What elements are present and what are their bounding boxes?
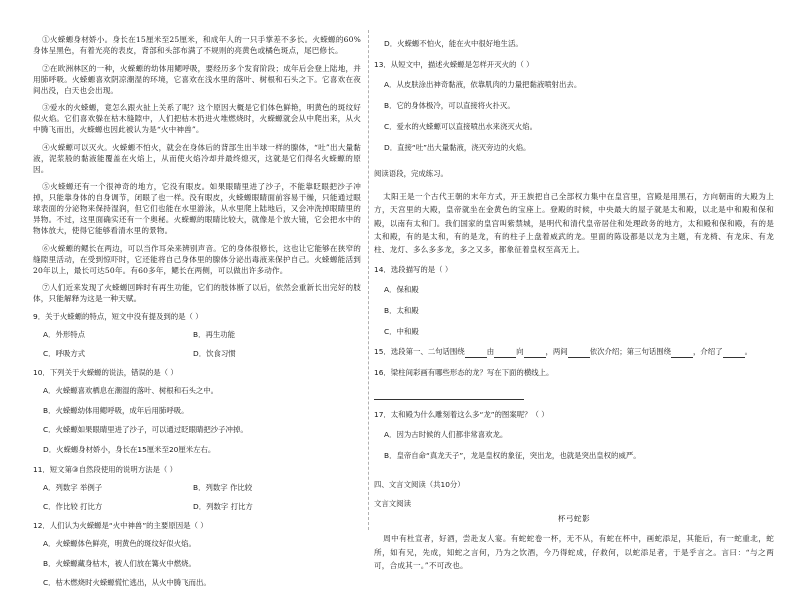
q16-answer-line[interactable] <box>374 391 524 400</box>
question-17: 17．太和殿为什么雕刻着这么多“龙”的图案呢？（ ） <box>374 409 549 419</box>
q13-option-c[interactable]: C．爱水的火蝾螈可以直接喷出水来浇灭火焰。 <box>384 121 537 131</box>
classic-passage: 周中有杜宣者，好酒，尝赴友人宴。有蛇蛇卷一杯，无不从，有蛇在杯中，画蛇添足，其能后，有一蛇重北，蛇所，如有兄，先成，知蛇之言何，乃为之饮酒，今乃得蛇成，仔救何，以蛇添足者，于是乎言之。言曰：“与之两可，合成其一。”不可改也。 <box>374 534 774 570</box>
q13-option-a[interactable]: A．从皮肤涂出神奇黏液，依靠肌肉的力量把黏液喷射出去。 <box>384 80 582 90</box>
q13-option-d[interactable]: D．直接“吐”出大量黏液，浇灭旁边的火焰。 <box>384 142 531 152</box>
q17-option-b[interactable]: B．皇帝自命“真龙天子”，龙是皇权的象征，突出龙，也就是突出皇权的威严。 <box>384 451 641 461</box>
passage-paragraph-6: ⑥火蝾螈的鳃长在两边，可以当作耳朵来辨别声音。它的身体很修长，这也让它能够在狭窄的缝隙里活动，在受到惊吓时，它还能将自己身体里的腺体分泌出毒液来保护自己。火蝾螈能活到20年以上，最长可达50年。有60多年，鳃长在两侧，可以做出许多动作。 <box>33 243 361 275</box>
q15-text-5: 依次介绍；第三句话围绕 <box>589 347 672 357</box>
q15-blank-6[interactable] <box>723 350 745 358</box>
q15-text-2: 由 <box>486 347 495 357</box>
q14-option-b[interactable]: B．太和殿 <box>384 306 419 316</box>
q15-blank-1[interactable] <box>465 350 487 358</box>
q14-option-a[interactable]: A．保和殿 <box>384 285 419 295</box>
q11-option-a[interactable]: A．列数字 举例子 <box>43 482 103 492</box>
q15-text-7: 。 <box>744 347 752 357</box>
q15-text-4: ，两间 <box>545 347 568 357</box>
q15-blank-3[interactable] <box>524 350 546 358</box>
q12-option-a[interactable]: A．火蝾螈体色鲜亮，明黄色的斑纹好似火焰。 <box>43 538 196 548</box>
question-9-options <box>43 330 361 360</box>
q11-option-c[interactable]: C．作比较 打比方 <box>43 502 103 512</box>
q10-option-d[interactable]: D．火蝾螈身材娇小，身长在15厘米至20厘米左右。 <box>43 445 216 455</box>
q15-text-1: 15．选段第一、二句话围绕 <box>374 347 465 357</box>
passage-paragraph-4: ④火蝾螈可以灭火。火蝾螈不怕火，就会在身体后的背部生出半球一样的腺体，“吐”出大量黏液，泥浆般的黏液能覆盖在火焰上，从而使火焰冷却并最终熄灭，这就是它们得名火蝾螈的原因。 <box>33 142 361 174</box>
q10-option-c[interactable]: C．火蝾螈如果眼睛里进了沙子，可以通过眨眼睛把沙子冲掉。 <box>43 425 248 435</box>
column-divider <box>368 30 369 530</box>
q9-option-a[interactable]: A．外形特点 <box>43 329 86 339</box>
q16-answer-line-row <box>374 389 774 400</box>
q15-blank-2[interactable] <box>494 350 516 358</box>
q15-text-3: 向 <box>516 347 524 357</box>
q14-option-c[interactable]: C．中和殿 <box>384 326 419 336</box>
q12-option-d[interactable]: D．火蝾螈不怕火，能在火中很好地生活。 <box>384 39 523 48</box>
q12-option-b[interactable]: B．火蝾螈藏身枯木，被人们放在篝火中燃烧。 <box>43 558 196 568</box>
question-12: 12．人们认为火蝾螈是“火中神兽”的主要原因是（ ） <box>33 521 208 531</box>
passage-paragraph-7: ⑦人们近来发现了火蝾螈回眸时有再生功能，它们的肢体断了以后，依然会重新长出完好的肢体，只能解释为这是一种天赋。 <box>33 283 361 303</box>
question-11: 11．短文第③自然段使用的说明方法是（ ） <box>33 464 178 474</box>
passage-paragraph-3: ③爱水的火蝾螈，竟怎么跟火扯上关系了呢？这个原因大概是它们体色鲜艳，明黄色的斑纹好似火焰。它们喜欢躲在枯木缝隙中，人们把枯木扔进火堆燃烧时，火蝾螈就会从中爬出来，从火中腾飞而出，火蝾螈也因此被认为是“火中神兽”。 <box>33 103 361 134</box>
question-10: 10．下列关于火蝾螈的说法，错误的是（ ） <box>33 368 178 378</box>
section-4-subheading: 文言文阅读 <box>374 498 411 508</box>
q12-option-c[interactable]: C．枯木燃烧时火蝾螈慌忙逃出，从火中腾飞而出。 <box>43 578 211 588</box>
question-15 <box>374 347 774 358</box>
question-9: 9．关于火蝾螈的特点，短文中没有提及到的是（ ） <box>33 312 203 321</box>
q11-option-b[interactable]: B．列数字 作比较 <box>193 482 253 492</box>
question-14: 14．选段描写的是（ ） <box>374 264 453 274</box>
passage-paragraph-1: ①火蝾螈身材娇小。身长在15厘米至25厘米，和成年人的一只手掌差不多长。火蝾螈的60%身体呈黑色，有着光亮的表皮，背部和头部布满了不规则的亮黄色或橘色斑点，尾巴修长。 <box>33 35 361 55</box>
question-13: 13．从短文中，描述火蝾螈是怎样开灭火的（ ） <box>374 59 534 69</box>
q13-option-b[interactable]: B．它的身体极冷，可以直接将火扑灭。 <box>384 101 515 111</box>
question-11-options <box>43 483 361 513</box>
left-column <box>33 34 361 598</box>
section-4-heading: 四、文言文阅读（共10分） <box>374 479 465 489</box>
reading-instruction: 阅读语段，完成练习。 <box>374 169 448 179</box>
passage-paragraph-5: ⑤火蝾螈还有一个很神奇的地方，它没有眼皮。如果眼睛里进了沙子，不能靠眨眼把沙子冲掉，只能靠身体的自身调节，闭眼了也一样。没有眼皮，火蝾螈眼睛面前容易干燥，只能通过眼球表面的分泌物来保持湿润，但它们也能在水里游泳，从水里爬上陆地后，又会冲洗掉眼睛里的异物。不过，这里面确实还有一个奥秘。火蝾螈的眼睛比较大，就像是个放大镜，它会把水中的物体放大，使得它能够看清水里的景物。 <box>33 182 361 235</box>
q9-option-b[interactable]: B．再生功能 <box>193 329 236 339</box>
q15-text-6: ，介绍了 <box>693 347 723 357</box>
question-16: 16．梁柱间彩画有哪些形态的龙？写在下面的横线上。 <box>374 368 554 378</box>
q17-option-a[interactable]: A．因为古时候的人们都非常喜欢龙。 <box>384 430 508 440</box>
right-column <box>374 34 774 580</box>
q11-option-d[interactable]: D．列数字 打比方 <box>193 502 253 512</box>
reading-passage: 太阳王是一个古代王朝的末年方式，开王族把自己全部权力集中在皇宫里，宫殿是用黑石，方向朝南的大殿为上方，天宫里的大殿，皇帝就坐在金黄色的宝座上。登殿的时候，中央最大的屋子就是太和殿，以北是中和殿和保和殿，以南有太和门。我们国家的皇宫叫紫禁城，是明代和清代皇帝居住和处理政务的地方，太和殿和保和殿，有的是太和殿，有的是太和，有的是龙，有的柱子上盘着威武的龙。里面的陈设都是以龙为主题，有龙椅、有龙床、有龙柱、龙灯、多么多多龙，多之又多，都象征着皇权至高无上。 <box>374 192 774 255</box>
q15-blank-5[interactable] <box>671 350 693 358</box>
q10-option-a[interactable]: A．火蝾螈喜欢栖息在潮湿的落叶、树根和石头之中。 <box>43 385 219 395</box>
q9-option-c[interactable]: C．呼吸方式 <box>43 349 86 359</box>
q10-option-b[interactable]: B．火蝾螈幼体用鳃呼吸，成年后用肺呼吸。 <box>43 405 189 415</box>
q9-option-d[interactable]: D．饮食习惯 <box>193 349 236 359</box>
passage-paragraph-2: ②在欧洲林区的一种，火蝾螈的幼体用鳃呼吸，要经历多个发育阶段；成年后会登上陆地，并用肺呼吸。火蝾螈喜欢阴凉潮湿的环境，它喜欢在浅水里的落叶、树根和石头之下。它喜欢在夜间出没，白天也会出现。 <box>33 63 361 95</box>
classic-title: 杯弓蛇影 <box>557 514 591 524</box>
q15-blank-4[interactable] <box>568 350 590 358</box>
